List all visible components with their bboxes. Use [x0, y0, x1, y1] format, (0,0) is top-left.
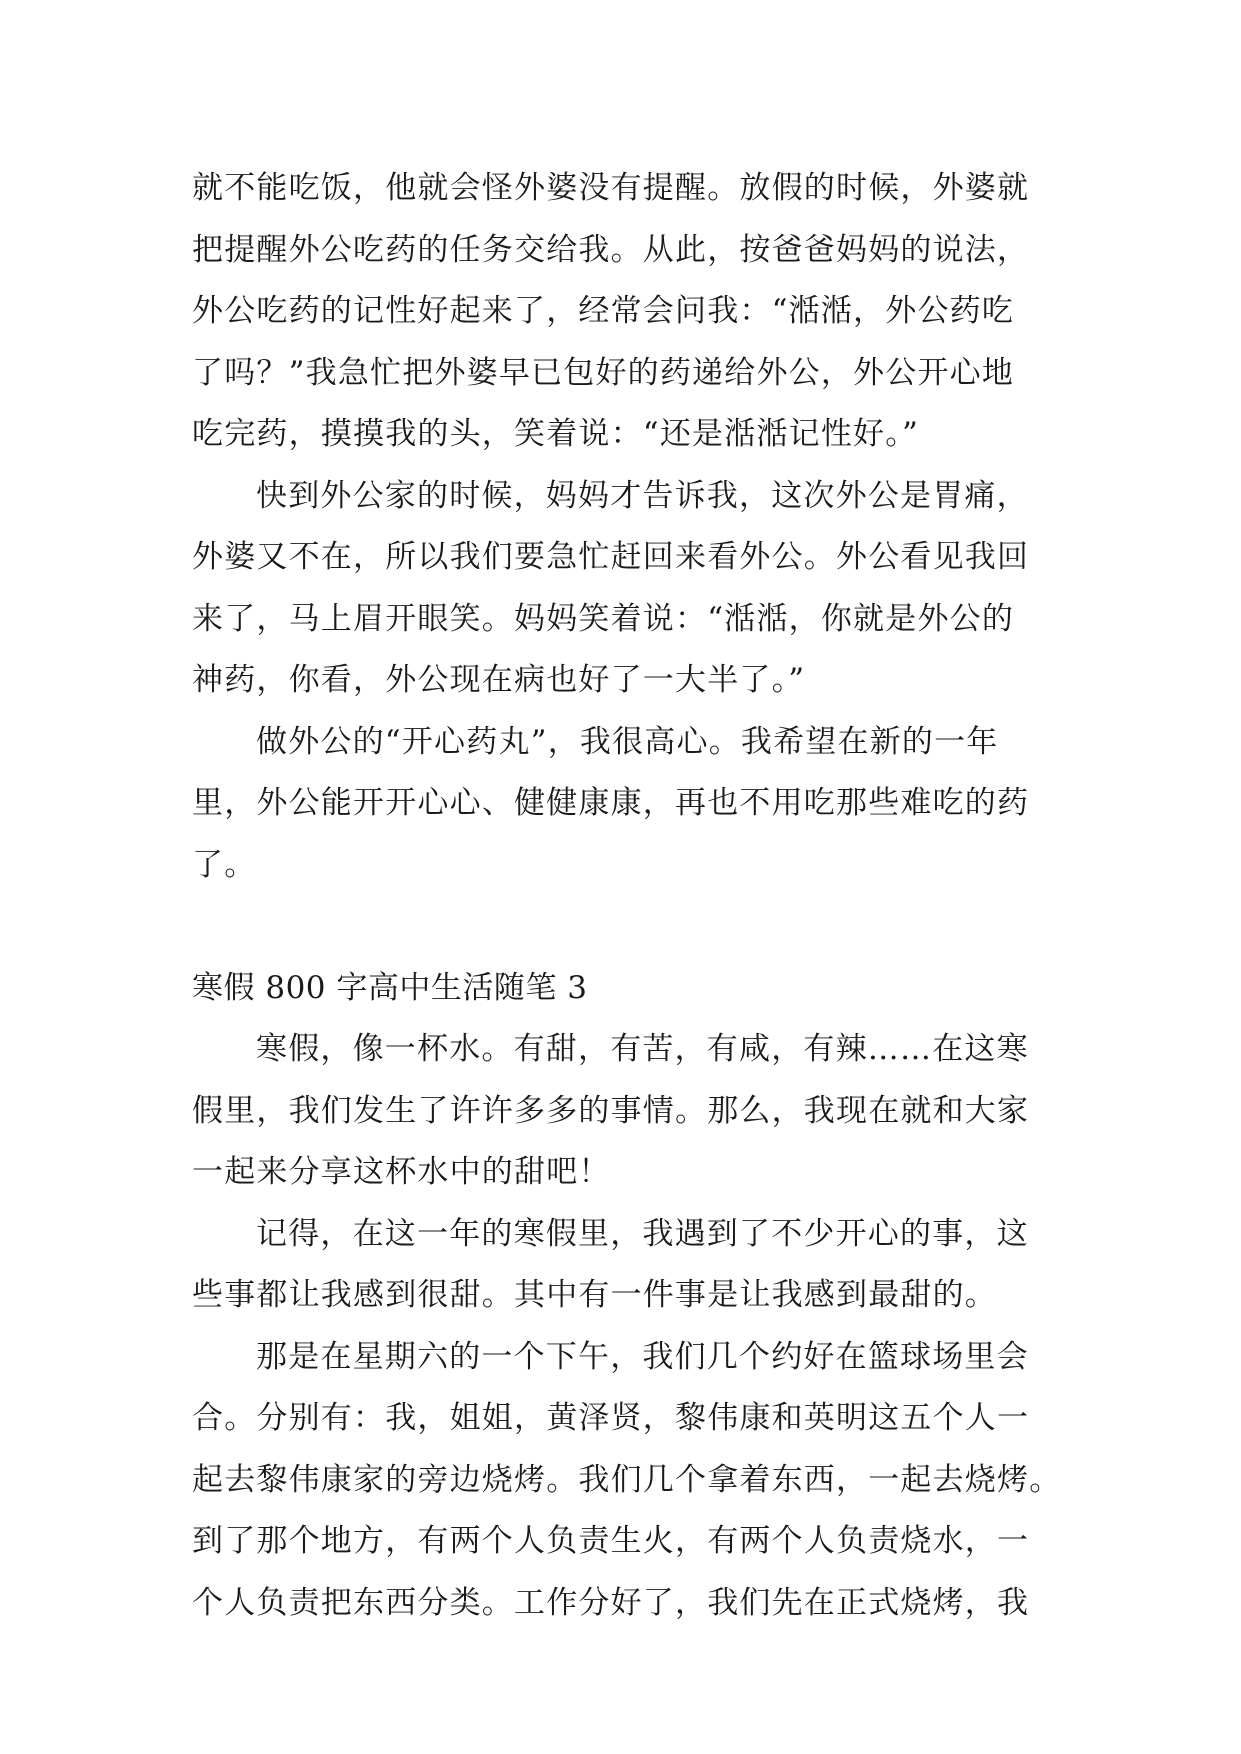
paragraph — [192, 158, 1052, 466]
paragraph — [192, 1019, 1052, 1204]
text-line: 那是在星期六的一个下午，我们几个约好在篮球场里会 — [256, 1338, 1029, 1375]
paragraph — [192, 1327, 1062, 1635]
text-line: 做外公的“开心药丸”，我很高心。我希望在新的一年 — [256, 723, 999, 760]
paragraph — [192, 712, 1052, 897]
document-page — [192, 158, 1062, 1634]
text-line: 里，外公能开开心心、健健康康，再也不用吃那些难吃的药 — [192, 785, 1030, 821]
text-line: 寒假，像一杯水。有甜，有苦，有咸，有辣……在这寒 — [256, 1031, 1029, 1067]
section-title: 寒假 800 字高中生活随笔 3 — [192, 969, 588, 1006]
text-line: 就不能吃饭，他就会怪外婆没有提醒。放假的时候，外婆就 — [192, 170, 1030, 206]
text-line: 个人负责把东西分类。工作分好了，我们先在正式烧烤，我 — [192, 1584, 1030, 1621]
text-line: 神药，你看，外公现在病也好了一大半了。” — [192, 662, 806, 698]
paragraph — [192, 1204, 1052, 1327]
text-line: 合。分别有：我，姐姐，黄泽贤，黎伟康和英明这五个人一 — [192, 1400, 1030, 1436]
text-line: 记得，在这一年的寒假里，我遇到了不少开心的事，这 — [256, 1215, 1029, 1252]
text-line: 来了，马上眉开眼笑。妈妈笑着说：“湉湉，你就是外公的 — [192, 600, 1015, 637]
text-line: 起去黎伟康家的旁边烧烤。我们几个拿着东西，一起去烧烤。 — [192, 1461, 1062, 1498]
text-line: 一起来分享这杯水中的甜吧！ — [192, 1154, 611, 1190]
text-line: 了。 — [192, 846, 257, 883]
text-line: 外婆又不在，所以我们要急忙赶回来看外公。外公看见我回 — [192, 539, 1030, 575]
text-line: 了吗？”我急忙把外婆早已包好的药递给外公，外公开心地 — [192, 354, 1015, 391]
text-line: 把提醒外公吃药的任务交给我。从此，按爸爸妈妈的说法， — [192, 231, 1030, 268]
text-line: 假里，我们发生了许许多多的事情。那么，我现在就和大家 — [192, 1092, 1030, 1129]
text-line: 到了那个地方，有两个人负责生火，有两个人负责烧水，一 — [192, 1523, 1030, 1559]
text-line: 外公吃药的记性好起来了，经常会问我：“湉湉，外公药吃 — [192, 293, 1015, 329]
paragraph — [192, 466, 1052, 712]
text-line: 些事都让我感到很甜。其中有一件事是让我感到最甜的。 — [192, 1277, 997, 1313]
text-line: 吃完药，摸摸我的头，笑着说：“还是湉湉记性好。” — [192, 416, 919, 452]
text-line: 快到外公家的时候，妈妈才告诉我，这次外公是胃痛， — [256, 477, 1029, 514]
blank-line — [192, 896, 1052, 958]
